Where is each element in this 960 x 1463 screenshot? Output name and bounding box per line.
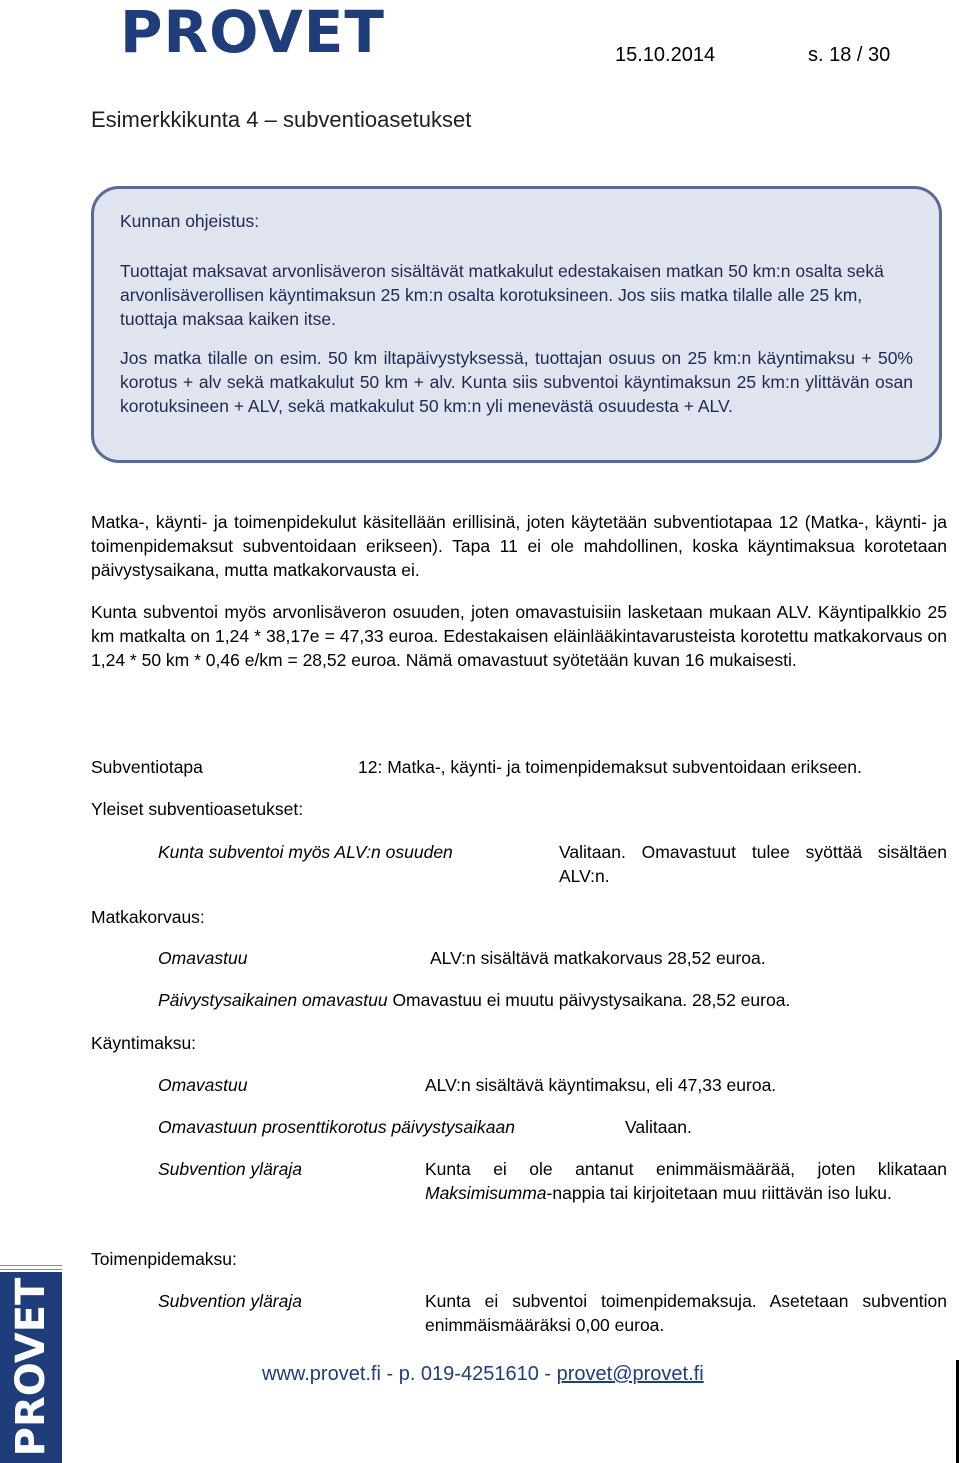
procedure-limit-label: Subvention yläraja <box>158 1291 302 1311</box>
general-settings-label: Yleiset subventioasetukset: <box>91 799 304 819</box>
procedure-section-label: Toimenpidemaksu: <box>91 1249 237 1269</box>
visit-omavastuu-label: Omavastuu <box>158 1075 248 1095</box>
travel-duty-row <box>158 988 790 1012</box>
footer-email-link[interactable]: provet@provet.fi <box>556 1363 704 1385</box>
subventiotapa-value: 12: Matka-, käynti- ja toimenpidemaksut subventoidaan erikseen. <box>358 757 862 777</box>
alv-setting-label: Kunta subventoi myös ALV:n osuuden <box>158 842 453 862</box>
visit-limit-value-text-2: -nappia tai kirjoitetaan muu riittävän iso luku. <box>546 1183 892 1203</box>
side-divider <box>0 1265 62 1266</box>
travel-omavastuu-value: ALV:n sisältävä matkakorvaus 28,52 euroa. <box>430 948 766 968</box>
visit-percent-value: Valitaan. <box>625 1117 692 1137</box>
provet-logo: PROVET <box>120 0 385 66</box>
page-title: Esimerkkikunta 4 – subventioasetukset <box>91 107 472 132</box>
body-paragraph-2: Kunta subventoi myös arvonlisäveron osuuden, joten omavastuisiin lasketaan mukaan ALV. Käyntipalkkio 25 km matkalta on 1,24 * 38,17e = 47,33 euroa. Edestakaisen eläinlääkintavarusteista korotettu matkakorvaus on 1,24 * 50 km * 0,46 e/km = 28,52 euroa. Nämä omavastuut syötetään kuvan 16 mukaisesti. <box>91 602 947 670</box>
visit-omavastuu-value: ALV:n sisältävä käyntimaksu, eli 47,33 euroa. <box>425 1075 777 1095</box>
instruction-heading: Kunnan ohjeistus: <box>120 211 260 231</box>
page-number: s. 18 / 30 <box>808 44 891 66</box>
instruction-paragraph-2: Jos matka tilalle on esim. 50 km iltapäivystyksessä, tuottajan osuus on 25 km:n käyntimaksu + 50% korotus + alv sekä matkakulut 50 km + alv. Kunta siis subventoi käyntimaksun 25 km:n ylittävän osan korotuksineen + ALV, sekä matkakulut 50 km:n yli menevästä osuudesta + ALV. <box>120 348 913 416</box>
visit-limit-value <box>425 1157 947 1205</box>
body-paragraph-1: Matka-, käynti- ja toimenpidekulut käsitellään erillisinä, joten käytetään subventiotapaa 12 (Matka-, käynti- ja toimenpidemaksut subventoidaan erikseen). Tapa 11 ei ole mahdollinen, koska käyntimaksua korotetaan päivystysaikana, mutta matkakorvausta ei. <box>91 512 947 580</box>
side-divider-2 <box>0 1269 62 1270</box>
subventiotapa-label: Subventiotapa <box>91 757 203 777</box>
page-edge-bar <box>956 1360 959 1463</box>
procedure-limit-value: Kunta ei subventoi toimenpidemaksuja. Asetetaan subvention enimmäismääräksi 0,00 euroa. <box>425 1291 947 1335</box>
travel-duty-label: Päivystysaikainen omavastuu <box>158 990 388 1010</box>
visit-section-label: Käyntimaksu: <box>91 1033 197 1053</box>
instruction-paragraph-1: Tuottajat maksavat arvonlisäveron sisältävät matkakulut edestakaisen matkan 50 km:n osalta sekä arvonlisäverollisen käyntimaksun 25 km:n osalta korotuksineen. Jos siis matka tilalle alle 25 km, tuottaja maksaa kaiken itse. <box>120 261 884 329</box>
maksimisumma-term: Maksimisumma <box>425 1183 547 1203</box>
footer-contact <box>262 1363 704 1386</box>
side-logo-text: PROVET <box>8 1277 54 1457</box>
visit-limit-label: Subvention yläraja <box>158 1159 302 1179</box>
alv-setting-value: Valitaan. Omavastuut tulee syöttää sisältäen ALV:n. <box>559 842 947 886</box>
visit-percent-label: Omavastuun prosenttikorotus päivystysaikaan <box>158 1117 515 1137</box>
travel-section-label: Matkakorvaus: <box>91 907 205 927</box>
footer-text: www.provet.fi - p. 019-4251610 - <box>262 1363 557 1385</box>
instruction-box <box>91 186 942 463</box>
travel-omavastuu-label: Omavastuu <box>158 948 248 968</box>
visit-limit-value-text: Kunta ei ole antanut enimmäismäärää, joten klikataan <box>425 1159 947 1179</box>
side-provet-logo <box>0 1272 62 1463</box>
header-date: 15.10.2014 <box>615 44 716 66</box>
travel-duty-value: Omavastuu ei muutu päivystysaikana. 28,52 euroa. <box>392 990 791 1010</box>
